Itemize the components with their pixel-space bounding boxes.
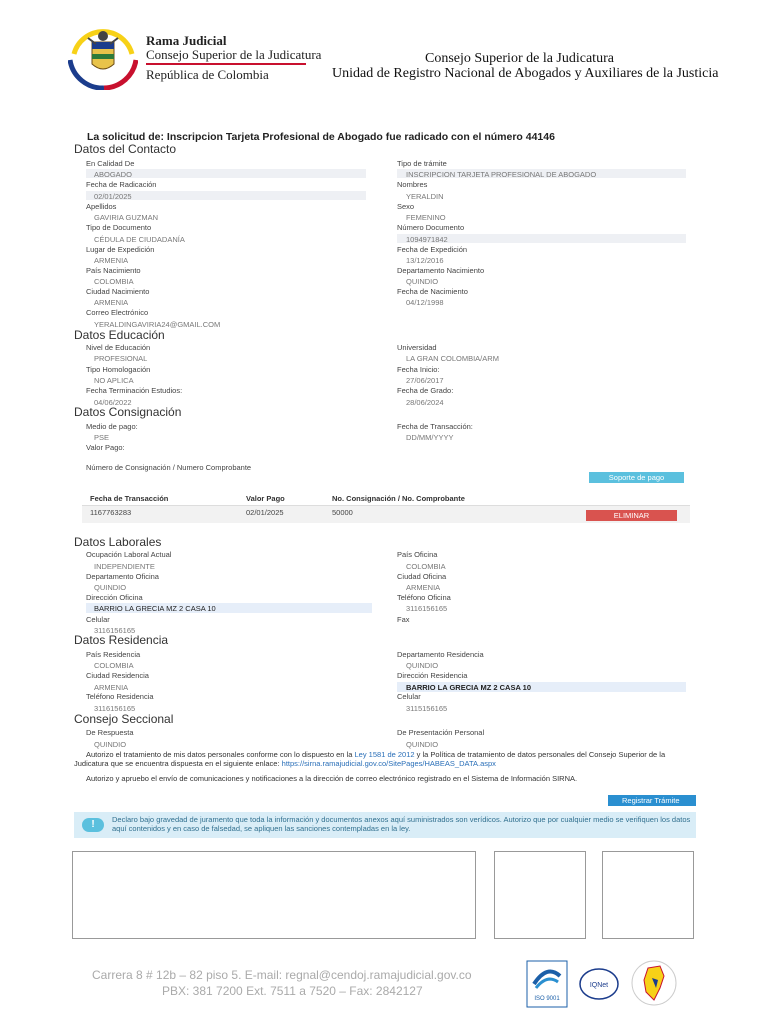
habeas-data-link[interactable]: https://sirna.ramajudicial.gov.co/SitePages/HABEAS_DATA.aspx [281,759,496,768]
fecha-trans-label: Fecha de Transacción: [397,422,473,431]
eliminar-button[interactable]: ELIMINAR [586,510,677,521]
correo-value: YERALDINGAVIRIA24@GMAIL.COM [94,320,221,329]
footer-address: Carrera 8 # 12b – 82 piso 5. E-mail: regnal@cendoj.ramajudicial.gov.co [92,968,472,982]
depto-nac-label: Departamento Nacimiento [397,266,485,275]
num-doc-label: Número Documento [397,223,465,232]
table-cell-consignacion: 50000 [332,508,353,517]
fecha-inicio-label: Fecha Inicio: [397,365,440,374]
apellidos-value: GAVIRIA GUZMAN [94,213,159,222]
org-name-consejo: Consejo Superior de la Judicatura [146,47,322,62]
tel-res-value: 3116156165 [94,704,136,713]
fecha-term-label: Fecha Terminación Estudios: [86,386,183,395]
fecha-exp-value: 13/12/2016 [406,256,444,265]
celular-oficina-label: Celular [86,615,110,624]
fecha-trans-input[interactable]: DD/MM/YYYY [406,433,454,442]
celular-oficina-value: 3116156165 [94,626,136,635]
pais-res-label: País Residencia [86,650,141,659]
lugar-exp-label: Lugar de Expedición [86,245,155,254]
section-consignacion-heading: Datos Consignación [74,405,182,419]
fecha-nac-value: 04/12/1998 [406,298,444,307]
nivel-label: Nivel de Educación [86,343,151,352]
de-respuesta-select[interactable]: QUINDIO [94,740,127,749]
section-laborales-heading: Datos Laborales [74,535,162,549]
pais-oficina-label: País Oficina [397,550,438,559]
tipo-tramite-label: Tipo de trámite [397,159,447,168]
section-contacto-heading: Datos del Contacto [74,142,177,156]
info-icon: ! [82,818,104,832]
declaration-alert [74,812,696,838]
colombia-map-icon [630,958,678,1008]
ciudad-oficina-label: Ciudad Oficina [397,572,447,581]
apellidos-label: Apellidos [86,202,117,211]
sexo-label: Sexo [397,202,415,211]
org-name-rama: Rama Judicial [146,33,227,48]
fecha-radicacion-value: 02/01/2025 [94,192,132,201]
tipo-hom-label: Tipo Homologación [86,365,151,374]
depto-res-label: Departamento Residencia [397,650,484,659]
fecha-nac-label: Fecha de Nacimiento [397,287,468,296]
depto-nac-value: QUINDIO [406,277,439,286]
tel-oficina-label: Teléfono Oficina [397,593,451,602]
pais-res-value: COLOMBIA [94,661,134,670]
celular-res-label: Celular [397,692,421,701]
ocupacion-value: INDEPENDIENTE [94,562,155,571]
colombia-coat-of-arms-icon [68,24,138,90]
tipo-tramite-value: INSCRIPCION TARJETA PROFESIONAL DE ABOGADO [406,170,597,179]
tel-res-label: Teléfono Residencia [86,692,154,701]
table-cell-fecha: 1167763283 [90,508,132,517]
org-name-republica: República de Colombia [146,67,269,82]
tipo-doc-value: CÉDULA DE CIUDADANÍA [94,235,185,244]
lugar-exp-value: ARMENIA [94,256,129,265]
ciudad-oficina-value: ARMENIA [406,583,441,592]
fecha-radicacion-label: Fecha de Radicación [86,180,157,189]
soporte-pago-button[interactable]: Soporte de pago [589,472,684,483]
nombres-value: YERALDIN [406,192,444,201]
autorizo-datos-end: y la Política de tratamiento de datos personales del Consejo Superior de la Judicatura que se encuentra dispuesta en el siguiente enlace: [74,750,666,768]
declaration-text: Declaro bajo gravedad de juramento que toda la información y documentos anexos aquí suministrados son verídicos. Autorizo que por cualquier medio se verifiquen los datos aquí contenidos y en caso de falsedad, se apliquen las sanciones contempladas en la ley. [112,815,691,833]
de-presentacion-select[interactable]: QUINDIO [406,740,439,749]
ciudad-nac-value: ARMENIA [94,298,129,307]
table-header-valor: Valor Pago [246,494,285,503]
depto-res-value: QUINDIO [406,661,439,670]
de-respuesta-label: De Respuesta [86,728,134,737]
fecha-grado-label: Fecha de Grado: [397,386,454,395]
registrar-tramite-button[interactable]: Registrar Trámite [608,795,696,806]
medio-pago-value[interactable]: PSE [94,433,110,442]
celular-res-value: 3115156165 [406,704,448,713]
universidad-value: LA GRAN COLOMBIA/ARM [406,354,499,363]
fax-label: Fax [397,615,410,624]
en-calidad-value: ABOGADO [94,170,132,179]
table-header-fecha: Fecha de Transacción [90,494,169,503]
ciudad-res-label: Ciudad Residencia [86,671,149,680]
num-consig-label: Número de Consignación / Numero Comprobante [86,463,252,472]
autorizo-datos-start: Autorizo el tratamiento de mis datos personales conforme con lo dispuesto en la [86,750,353,759]
dir-oficina-label: Dirección Oficina [86,593,143,602]
section-residencia-heading: Datos Residencia [74,633,169,647]
ocupacion-label: Ocupación Laboral Actual [86,550,172,559]
pais-nac-value: COLOMBIA [94,277,134,286]
fecha-term-value: 04/06/2022 [94,398,132,407]
en-calidad-label: En Calidad De [86,159,135,168]
header-divider [146,63,306,65]
de-presentacion-label: De Presentación Personal [397,728,485,737]
letterhead [0,0,768,120]
fecha-exp-label: Fecha de Expedición [397,245,468,254]
empty-box-middle [494,851,586,939]
tipo-hom-value: NO APLICA [94,376,134,385]
empty-box-left [72,851,476,939]
table-cell-valor: 02/01/2025 [246,508,284,517]
dir-res-label: Dirección Residencia [397,671,468,680]
autorizo-datos-text [74,750,694,768]
nivel-value: PROFESIONAL [94,354,148,363]
header-title-1: Consejo Superior de la Judicatura [425,51,614,66]
fecha-inicio-value: 27/06/2017 [406,376,444,385]
valor-pago-label: Valor Pago: [86,443,125,452]
header-title-2: Unidad de Registro Nacional de Abogados y Auxiliares de la Justicia [332,66,719,81]
section-educacion-heading: Datos Educación [74,328,165,342]
table-header-consignacion: No. Consignación / No. Comprobante [332,494,465,503]
footer-phone: PBX: 381 7200 Ext. 7511 a 7520 – Fax: 2842127 [162,984,423,998]
empty-box-right [602,851,694,939]
dir-res-value: BARRIO LA GRECIA MZ 2 CASA 10 [406,683,532,692]
num-doc-value: 1094971842 [406,235,448,244]
ciudad-nac-label: Ciudad Nacimiento [86,287,150,296]
autorizo-notificaciones-text: Autorizo y apruebo el envío de comunicaciones y notificaciones a la dirección de correo electrónico registrado en el Sistema de Información SIRNA. [86,774,578,783]
iso-certification-icon [526,960,568,1008]
nombres-label: Nombres [397,180,428,189]
medio-pago-label: Medio de pago: [86,422,138,431]
dir-oficina-value: BARRIO LA GRECIA MZ 2 CASA 10 [94,604,216,613]
iqnet-certification-icon [578,966,620,1002]
depto-oficina-label: Departamento Oficina [86,572,159,581]
page-title: La solicitud de: Inscripcion Tarjeta Profesional de Abogado fue radicado con el número 44146 [87,131,555,143]
universidad-label: Universidad [397,343,437,352]
pais-nac-label: País Nacimiento [86,266,141,275]
iso-label: ISO 9001 [534,996,560,1002]
pais-oficina-value: COLOMBIA [406,562,446,571]
depto-oficina-value: QUINDIO [94,583,127,592]
iqnet-label: IQNet [589,982,609,989]
section-seccional-heading: Consejo Seccional [74,712,174,726]
ley-1581-link[interactable]: Ley 1581 de 2012 [354,750,415,759]
tel-oficina-value: 3116156165 [406,604,448,613]
correo-label: Correo Electrónico [86,308,149,317]
fecha-grado-value: 28/06/2024 [406,398,444,407]
sexo-value: FEMENINO [406,213,446,222]
tipo-doc-label: Tipo de Documento [86,223,152,232]
ciudad-res-value: ARMENIA [94,683,129,692]
